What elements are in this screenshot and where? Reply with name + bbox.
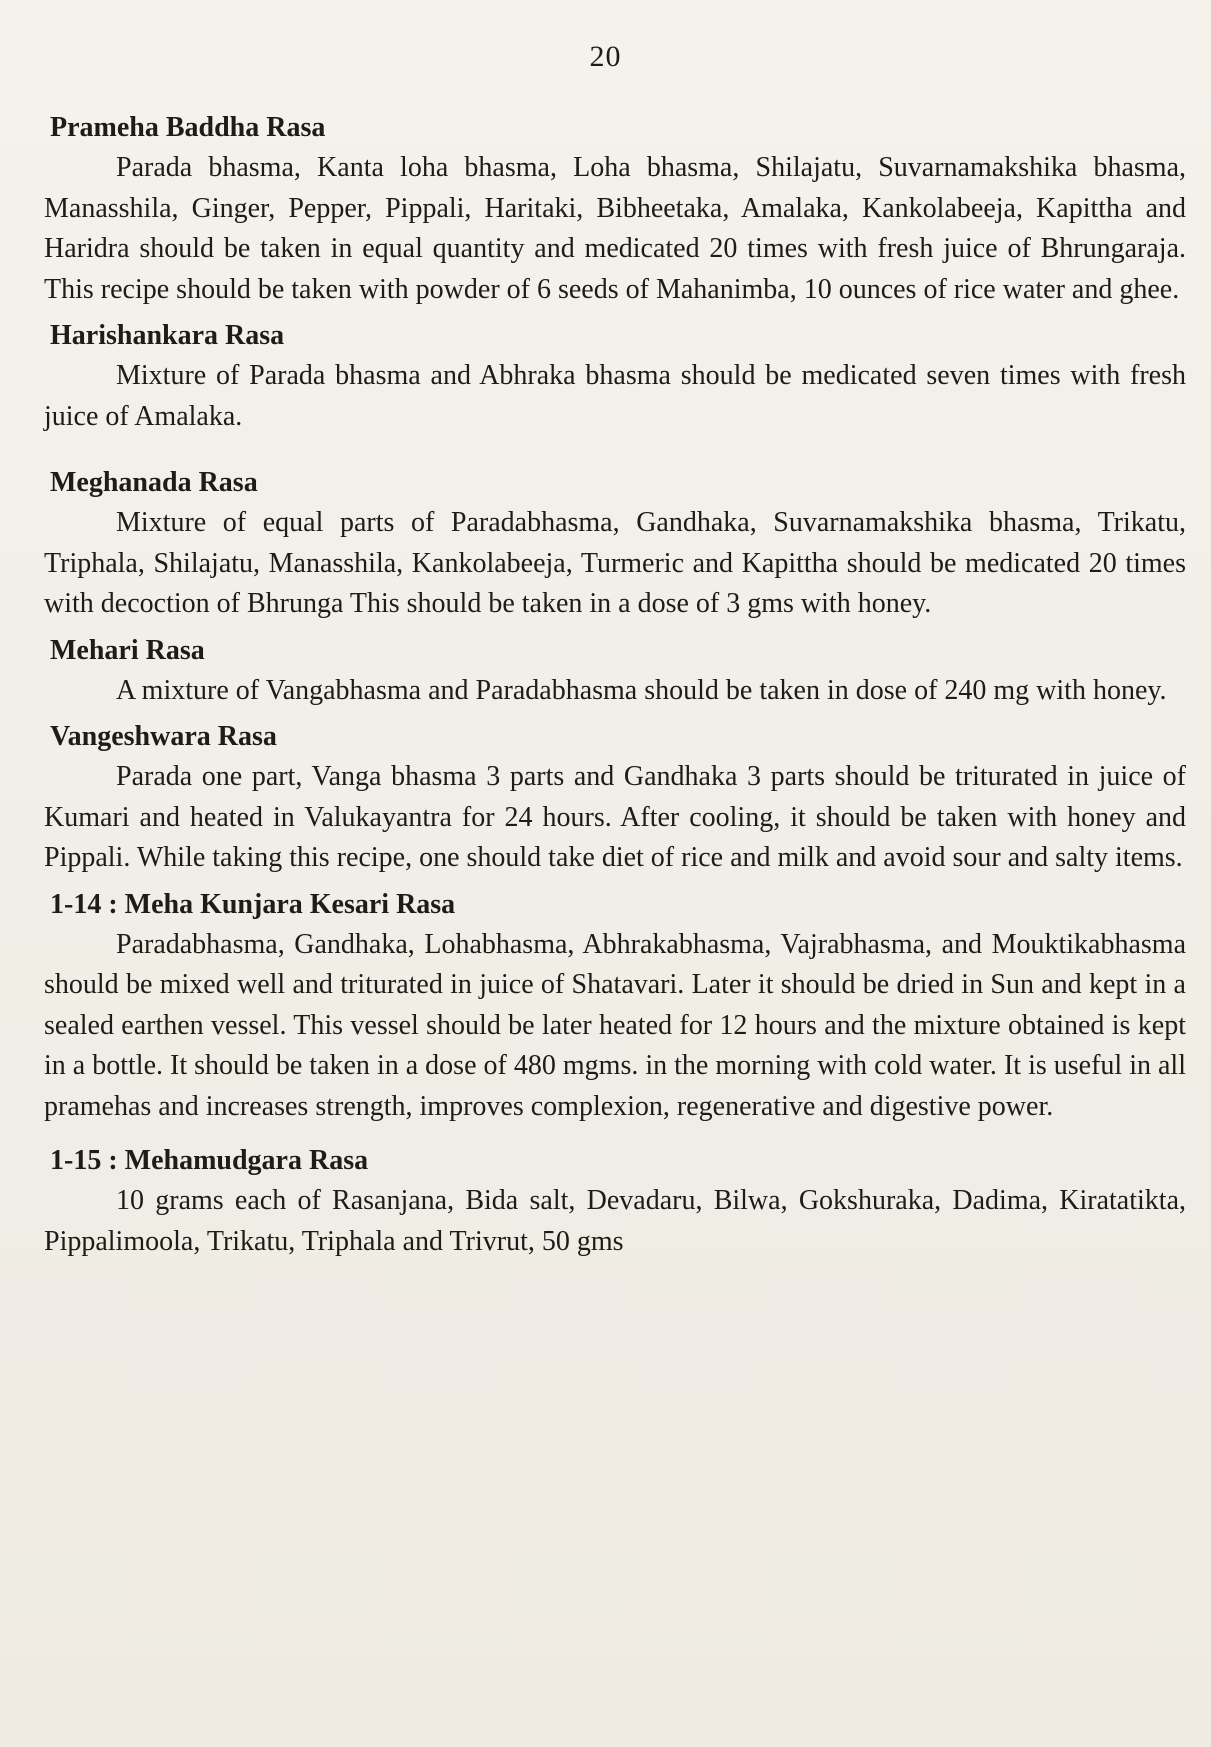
section-heading-mehamudgara-rasa: 1-15 : Mehamudgara Rasa (50, 1145, 369, 1176)
section-text-vangeshwara-rasa: Parada one part, Vanga bhasma 3 parts and Gandhaka 3 parts should be triturated in juice of Kumari and heated in Valukayantra for 24 hours. After cooling, it should be taken with honey and Pippali. While taking this recipe, one should take diet of rice and milk and avoid sour and salty items. (44, 761, 1186, 873)
section-heading-harishankara-rasa: Harishankara Rasa (50, 320, 285, 351)
page-content (44, 108, 1186, 1262)
section-text-harishankara-rasa: Mixture of Parada bhasma and Abhraka bhasma should be medicated seven times with fresh juice of Amalaka. (44, 360, 1186, 432)
section-heading-meghanada-rasa: Meghanada Rasa (50, 467, 258, 498)
section-text-mehamudgara-rasa: 10 grams each of Rasanjana, Bida salt, Devadaru, Bilwa, Gokshuraka, Dadima, Kiratatikta, Pippalimoola, Trikatu, Triphala and Trivrut, 50 gms (44, 1185, 1186, 1257)
section-heading-mehari-rasa: Mehari Rasa (50, 634, 205, 666)
section-text-prameha-baddha-rasa: Parada bhasma, Kanta loha bhasma, Loha bhasma, Shilajatu, Suvarnamakshika bhasma, Manasshila, Ginger, Pepper, Pippali, Haritaki, Bibheetaka, Amalaka, Kankolabeeja, Kapittha and Haridra should be taken in equal quantity and medicated 20 times with fresh juice of Bhrungaraja. This recipe should be taken with powder of 6 seeds of Mahanimba, 10 ounces of rice water and ghee. (44, 152, 1186, 305)
section-text-meha-kunjara-kesari-rasa: Paradabhasma, Gandhaka, Lohabhasma, Abhrakabhasma, Vajrabhasma, and Mouktikabhasma should be mixed well and triturated in juice of Shatavari. Later it should be dried in Sun and kept in a sealed earthen vessel. This vessel should be later heated for 12 hours and the mixture obtained is kept in a bottle. It should be taken in a dose of 480 mgms. in the morning with cold water. It is useful in all pramehas and increases strength, improves complexion, regenerative and digestive power. (44, 928, 1186, 1122)
section-heading-prameha-baddha-rasa: Prameha Baddha Rasa (50, 112, 326, 143)
section-text-meghanada-rasa: Mixture of equal parts of Paradabhasma, Gandhaka, Suvarnamakshika bhasma, Trikatu, Triphala, Shilajatu, Manasshila, Kankolabeeja, Turmeric and Kapittha should be medicated 20 times with decoction of Bhrunga This should be taken in a dose of 3 gms with honey. (44, 507, 1186, 619)
section-text-mehari-rasa: A mixture of Vangabhasma and Paradabhasma should be taken in dose of 240 mg with honey. (116, 674, 1167, 706)
section-heading-meha-kunjara-kesari-rasa: 1-14 : Meha Kunjara Kesari Rasa (50, 888, 456, 920)
section-heading-vangeshwara-rasa: Vangeshwara Rasa (50, 721, 277, 752)
page-number: 20 (589, 40, 622, 73)
